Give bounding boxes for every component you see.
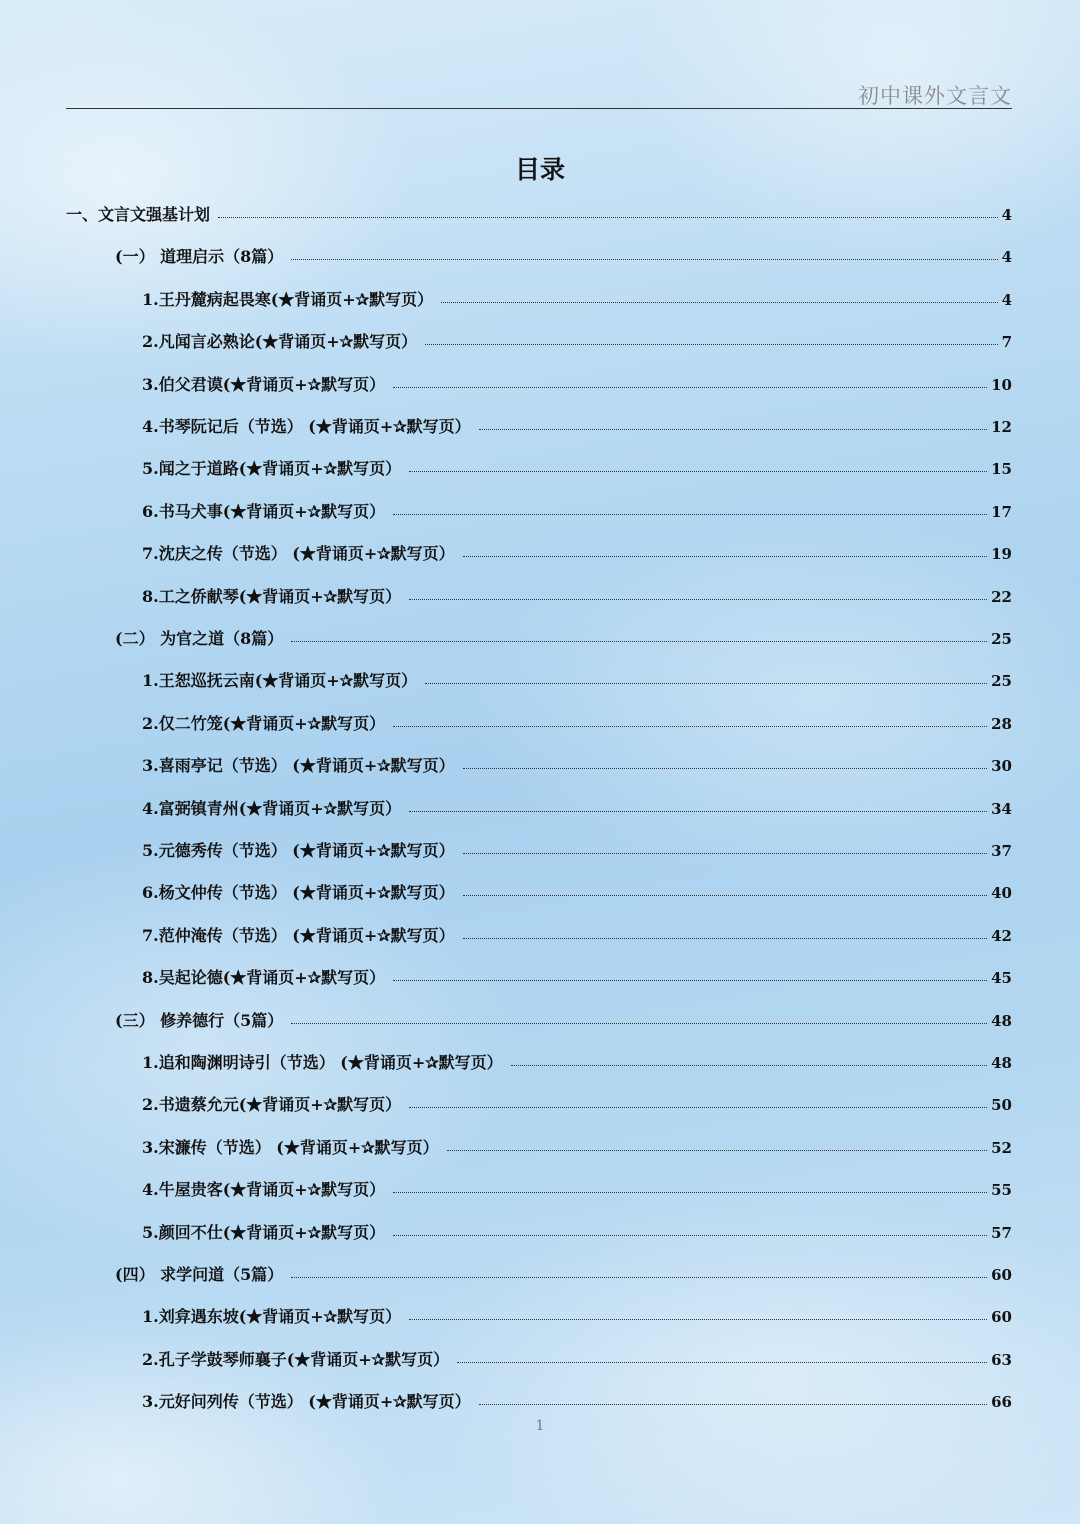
dot-leader (393, 712, 987, 727)
toc-section[interactable] (115, 1009, 1012, 1033)
toc-entry-label: 3.喜雨亭记（节选） (★背诵页+✰默写页） (142, 756, 455, 776)
toc-entry-label: 3.元好问列传（节选） (★背诵页+✰默写页） (142, 1392, 471, 1412)
toc-entry-page: 63 (991, 1350, 1012, 1369)
toc-entry[interactable] (142, 330, 1012, 354)
toc-entry-label: (一） 道理启示（8篇） (115, 247, 284, 267)
toc-entry-label: (二） 为官之道（8篇） (115, 629, 284, 648)
document-header-title: 初中课外文言文 (858, 84, 1012, 108)
toc-entry[interactable] (142, 1348, 1012, 1372)
toc-entry-page: 60 (991, 1266, 1012, 1284)
toc-entry[interactable] (142, 542, 1012, 566)
toc-entry-page: 66 (991, 1393, 1012, 1412)
toc-entry-page: 42 (991, 926, 1012, 945)
page-number: 1 (535, 1418, 545, 1434)
dot-leader (511, 1051, 987, 1066)
toc-part[interactable] (66, 203, 1012, 227)
toc-entry[interactable] (142, 712, 1012, 736)
toc-entry-page: 19 (991, 545, 1012, 564)
toc-entry-label: 4.富弼镇青州(★背诵页+✰默写页） (142, 798, 402, 818)
toc-title: 目录 (514, 155, 565, 184)
toc-entry[interactable] (142, 457, 1012, 481)
dot-leader (463, 754, 987, 769)
toc-entry[interactable] (142, 881, 1012, 905)
toc-entry-label: 8.吴起论德(★背诵页+✰默写页） (142, 968, 386, 988)
toc-entry-page: 48 (991, 1011, 1012, 1030)
toc-entry-page: 30 (991, 757, 1012, 776)
dot-leader (291, 1009, 987, 1024)
toc-entry-label: 4.牛屋贵客(★背诵页+✰默写页） (142, 1180, 386, 1200)
dot-leader (441, 288, 997, 303)
dot-leader (425, 669, 987, 684)
toc-entry-label: 2.仅二竹笼(★背诵页+✰默写页） (142, 713, 386, 733)
toc-entry-label: 1.刘弇遇东坡(★背诵页+✰默写页） (142, 1307, 402, 1327)
toc-entry-page: 34 (991, 799, 1012, 818)
dot-leader (463, 881, 987, 896)
toc-entry-page: 12 (991, 418, 1012, 436)
dot-leader (393, 1221, 987, 1236)
dot-leader (479, 415, 987, 430)
toc-entry-label: 3.伯父君谟(★背诵页+✰默写页） (142, 374, 386, 394)
header-divider (66, 108, 1012, 109)
dot-leader (463, 542, 987, 557)
dot-leader (291, 245, 997, 260)
toc-entry[interactable] (142, 1221, 1012, 1245)
toc-entry-label: 4.书琴阮记后（节选） (★背诵页+✰默写页） (142, 417, 471, 436)
dot-leader (393, 500, 987, 515)
dot-leader (409, 585, 987, 600)
toc-entry-page: 48 (991, 1054, 1012, 1072)
toc-entry[interactable] (142, 585, 1012, 609)
toc-entry-label: 5.颜回不仕(★背诵页+✰默写页） (142, 1222, 386, 1242)
toc-entry-label: (四） 求学问道（5篇） (115, 1265, 284, 1284)
toc-section[interactable] (115, 245, 1012, 269)
toc-entry-label: 7.沈庆之传（节选） (★背诵页+✰默写页） (142, 544, 455, 564)
toc-entry-page: 50 (991, 1096, 1012, 1115)
toc-entry[interactable] (142, 966, 1012, 990)
dot-leader (291, 627, 987, 642)
dot-leader (409, 1305, 987, 1320)
dot-leader (409, 1093, 987, 1108)
dot-leader (393, 1178, 987, 1193)
dot-leader (447, 1136, 987, 1151)
toc-entry-label: 1.王恕巡抚云南(★背诵页+✰默写页） (142, 671, 418, 691)
dot-leader (291, 1263, 987, 1278)
toc-entry[interactable] (142, 669, 1012, 693)
toc-entry-page: 28 (991, 714, 1012, 733)
toc-entry-page: 40 (991, 884, 1012, 903)
toc-entry-label: 7.范仲淹传（节选） (★背诵页+✰默写页） (142, 925, 455, 945)
toc-entry[interactable] (142, 754, 1012, 778)
dot-leader (463, 839, 987, 854)
dot-leader (425, 330, 997, 345)
toc-entry[interactable] (142, 288, 1012, 312)
toc-entry-page: 60 (991, 1308, 1012, 1327)
toc-entry-page: 10 (991, 375, 1012, 394)
toc-entry[interactable] (142, 1390, 1012, 1414)
toc-entry-page: 7 (1001, 333, 1012, 352)
toc-entry[interactable] (142, 373, 1012, 397)
toc-entry-page: 4 (1001, 248, 1012, 267)
toc-entry[interactable] (142, 1305, 1012, 1329)
toc-entry-page: 17 (991, 502, 1012, 521)
toc-entry-label: 一、文言文强基计划 (66, 205, 211, 224)
toc-entry[interactable] (142, 415, 1012, 439)
toc-entry-page: 25 (991, 630, 1012, 648)
toc-entry-page: 4 (1001, 290, 1012, 309)
toc-entry[interactable] (142, 1051, 1012, 1075)
toc-entry-label: (三） 修养德行（5篇） (115, 1010, 284, 1030)
toc-entry-label: 2.孔子学鼓琴师襄子(★背诵页+✰默写页） (142, 1349, 450, 1369)
toc-entry-page: 55 (991, 1181, 1012, 1200)
toc-entry-label: 5.元德秀传（节选） (★背诵页+✰默写页） (142, 841, 455, 860)
toc-entry-page: 22 (991, 587, 1012, 606)
toc-entry-label: 8.工之侨献琴(★背诵页+✰默写页） (142, 586, 402, 606)
dot-leader (409, 797, 987, 812)
toc-entry[interactable] (142, 797, 1012, 821)
dot-leader (218, 203, 998, 218)
toc-entry[interactable] (142, 500, 1012, 524)
toc-entry-label: 6.书马犬事(★背诵页+✰默写页） (142, 501, 386, 521)
toc-entry-label: 2.凡闻言必熟论(★背诵页+✰默写页） (142, 332, 418, 352)
toc-entry-label: 1.王丹麓病起畏寒(★背诵页+✰默写页） (142, 289, 434, 309)
toc-entry-page: 45 (991, 969, 1012, 988)
toc-entry-label: 1.追和陶渊明诗引（节选） (★背诵页+✰默写页） (142, 1053, 503, 1072)
toc-entry-label: 3.宋濂传（节选） (★背诵页+✰默写页） (142, 1137, 439, 1157)
toc-entry[interactable] (142, 1178, 1012, 1202)
toc-section[interactable] (115, 627, 1012, 651)
toc-entry-page: 4 (1001, 206, 1012, 224)
toc-entry-page: 15 (991, 460, 1012, 479)
toc-entry-page: 37 (991, 842, 1012, 860)
toc-entry-label: 6.杨文仲传（节选） (★背诵页+✰默写页） (142, 883, 455, 903)
dot-leader (409, 457, 987, 472)
dot-leader (457, 1348, 987, 1363)
toc-entry[interactable] (142, 839, 1012, 863)
toc-entry[interactable] (142, 1136, 1012, 1160)
toc-entry-label: 5.闻之于道路(★背诵页+✰默写页） (142, 459, 402, 479)
dot-leader (393, 373, 987, 388)
dot-leader (463, 924, 987, 939)
dot-leader (479, 1390, 987, 1405)
toc-entry-label: 2.书遗蔡允元(★背诵页+✰默写页） (142, 1095, 402, 1115)
toc-entry[interactable] (142, 924, 1012, 948)
toc-entry-page: 25 (991, 672, 1012, 691)
toc-section[interactable] (115, 1263, 1012, 1287)
toc-entry-page: 52 (991, 1138, 1012, 1157)
toc-entry-page: 57 (991, 1223, 1012, 1242)
dot-leader (393, 966, 987, 981)
toc-entry[interactable] (142, 1093, 1012, 1117)
